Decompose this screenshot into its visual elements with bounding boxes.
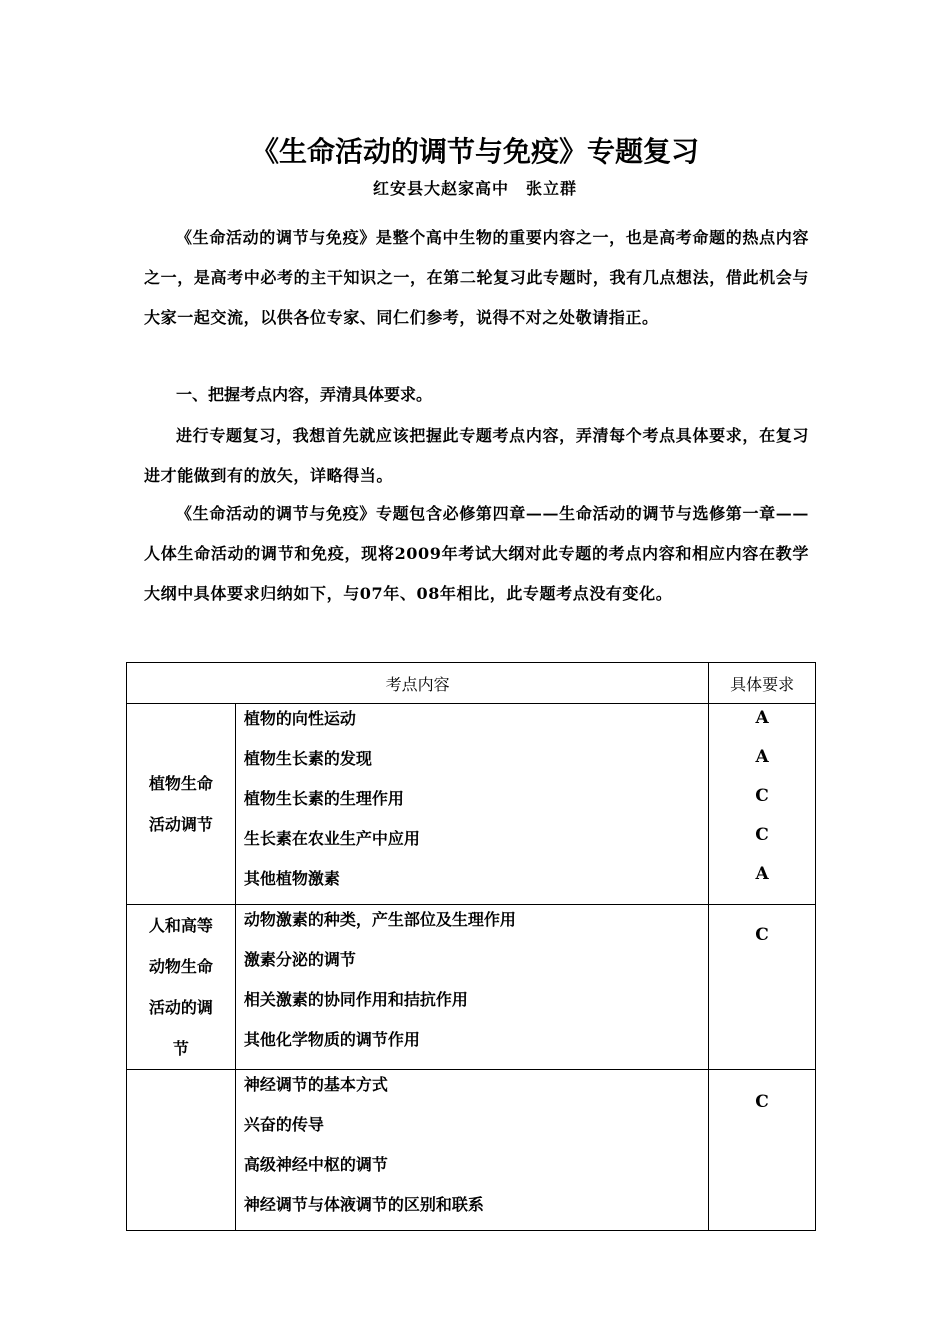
category-line: 人和高等	[148, 916, 213, 935]
list-item: 植物生长素的生理作用	[243, 789, 404, 808]
header-content: 考点内容	[127, 663, 709, 704]
list-item: 兴奋的传导	[243, 1115, 324, 1134]
list-item: 生长素在农业生产中应用	[243, 829, 420, 848]
table-row	[127, 704, 816, 905]
items-cell	[235, 905, 708, 1070]
list-item: 高级神经中枢的调节	[243, 1155, 388, 1174]
table-row	[127, 1070, 816, 1231]
category-cell	[127, 905, 236, 1070]
requirement-cell	[709, 905, 816, 1070]
intro-paragraph: 《生命活动的调节与免疫》是整个高中生物的重要内容之一，也是高考命题的热点内容之一，是高考中必考的主干知识之一，在第二轮复习此专题时，我有几点想法，借此机会与大家一起交流，以供各位专家、同仁们参考，说得不对之处敬请指正。	[144, 228, 809, 327]
requirement-value: A	[755, 747, 769, 767]
list-item: 神经调节与体液调节的区别和联系	[243, 1195, 484, 1214]
requirement-value: A	[755, 708, 769, 728]
section-heading: 一、把握考点内容，弄清具体要求。	[176, 385, 433, 404]
category-line: 节	[172, 1039, 189, 1058]
page-title: 《生命活动的调节与免疫》专题复习	[250, 135, 699, 168]
items-cell	[235, 1070, 708, 1231]
list-item: 其他植物激素	[243, 869, 340, 888]
list-item: 神经调节的基本方式	[243, 1075, 388, 1094]
paragraph-3: 《生命活动的调节与免疫》专题包含必修第四章——生命活动的调节与选修第一章——人体生命活动的调节和免疫，现将2009年考试大纲对此专题的考点内容和相应内容在教学大纲中具体要求归纳如下，与07年、08年相比，此专题考点没有变化。	[144, 504, 809, 603]
category-line: 活动的调	[148, 998, 213, 1017]
requirement-value: C	[755, 786, 769, 806]
category-cell	[127, 1070, 236, 1231]
items-cell	[235, 704, 708, 905]
requirement-value: C	[755, 1092, 769, 1112]
requirement-value: C	[755, 925, 769, 945]
list-item: 相关激素的协同作用和拮抗作用	[243, 990, 468, 1009]
paragraph-2: 进行专题复习，我想首先就应该把握此专题考点内容，弄清每个考点具体要求，在复习进才能做到有的放矢，详略得当。	[144, 426, 809, 485]
category-line: 植物生命	[148, 774, 213, 793]
category-line: 动物生命	[148, 957, 213, 976]
list-item: 植物的向性运动	[243, 709, 356, 728]
table-row	[127, 905, 816, 1070]
requirement-cell	[709, 1070, 816, 1231]
table-header-row	[127, 663, 816, 704]
list-item: 动物激素的种类，产生部位及生理作用	[243, 910, 516, 929]
requirement-value: A	[755, 864, 769, 884]
category-cell	[127, 704, 236, 905]
list-item: 激素分泌的调节	[243, 950, 356, 969]
category-line: 活动调节	[148, 815, 213, 834]
list-item: 其他化学物质的调节作用	[243, 1030, 420, 1049]
list-item: 植物生长素的发现	[243, 749, 372, 768]
header-requirement: 具体要求	[709, 663, 816, 704]
exam-points-table	[126, 662, 816, 1231]
author-line: 红安县大赵家高中 张立群	[372, 179, 577, 198]
requirement-value: C	[755, 825, 769, 845]
requirement-cell	[709, 704, 816, 905]
